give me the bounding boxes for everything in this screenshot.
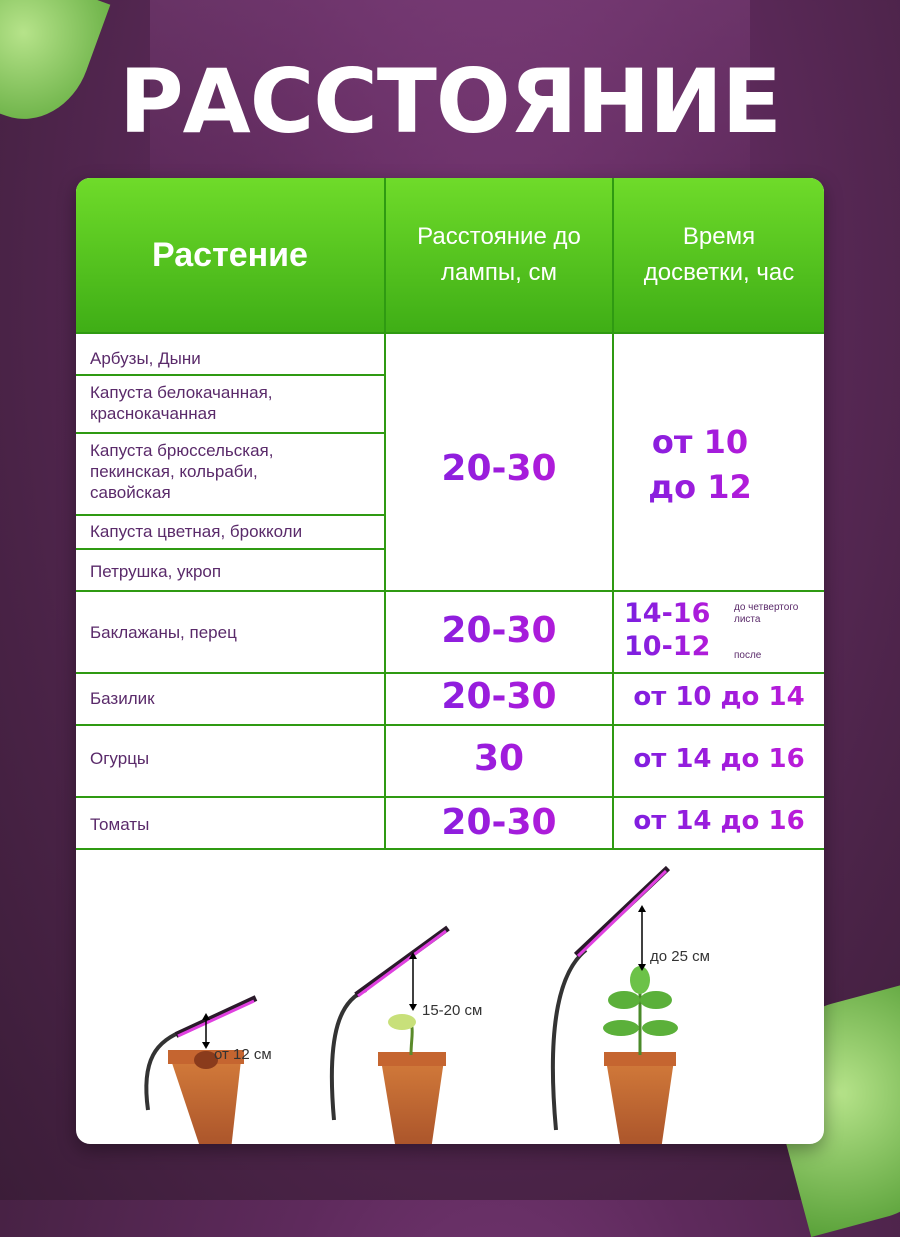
eggplant-time-note2: после [734,650,762,661]
plant-cell: Баклажаны, перец [90,623,237,642]
group-time-line1: от 10 [614,423,786,461]
lamp-stage-1 [146,998,256,1144]
measure-arrow-1 [202,1013,210,1049]
grid-line [76,432,384,434]
lamp-stage-3 [553,868,678,1144]
group-distance-value: 20-30 [386,448,612,489]
plant-cell: Базилик [90,689,155,708]
header-distance-label: Расстояние до лампы, см [417,223,581,286]
lamp-distance-illustration [76,850,824,1144]
distance-value: 20-30 [386,802,612,843]
eggplant-time-value1: 14-16 [624,598,734,629]
time-value: от 14 до 16 [614,806,824,836]
distance-label-stage-3: до 25 см [650,948,710,965]
distance-value: 30 [386,738,612,779]
distance-value: 20-30 [386,610,612,651]
plant-cell: Капуста брюссельская, пекинская, кольраби, савойская [90,441,274,502]
distance-table-card [76,178,824,1144]
grid-line [76,590,824,592]
grid-line [76,514,384,516]
grid-line [76,548,384,550]
grid-line [76,724,824,726]
plant-cell: Капуста цветная, брокколи [90,522,303,541]
header-time-label: Время досветки, час [643,223,795,286]
plant-cell: Томаты [90,815,150,834]
measure-arrow-3 [638,905,646,971]
group-time-line2: до 12 [614,468,786,506]
distance-label-stage-2: 15-20 см [422,1002,483,1019]
header-distance [386,178,612,332]
plant-cell: Петрушка, укроп [90,562,222,581]
distance-value: 20-30 [386,676,612,717]
header-plant [76,178,384,332]
plant-cell: Огурцы [90,749,150,768]
eggplant-time-value2: 10-12 [624,631,734,662]
grid-line [76,796,824,798]
page-title: РАССТОЯНИЕ [119,50,781,153]
grid-line [76,332,824,334]
time-value: от 14 до 16 [614,744,824,774]
grid-line [76,672,824,674]
eggplant-time-note1: до четвертого листа [734,602,799,625]
grid-line [76,374,384,376]
plant-cell: Арбузы, Дыни [90,349,201,368]
header-plant-label: Растение [152,235,308,274]
header-time [614,178,824,332]
measure-arrow-2 [409,952,417,1011]
distance-label-stage-1: от 12 см [214,1046,272,1063]
lamp-stage-2 [332,928,448,1144]
plant-cell: Капуста белокачанная, краснокачанная [90,383,273,423]
time-value: от 10 до 14 [614,682,824,712]
